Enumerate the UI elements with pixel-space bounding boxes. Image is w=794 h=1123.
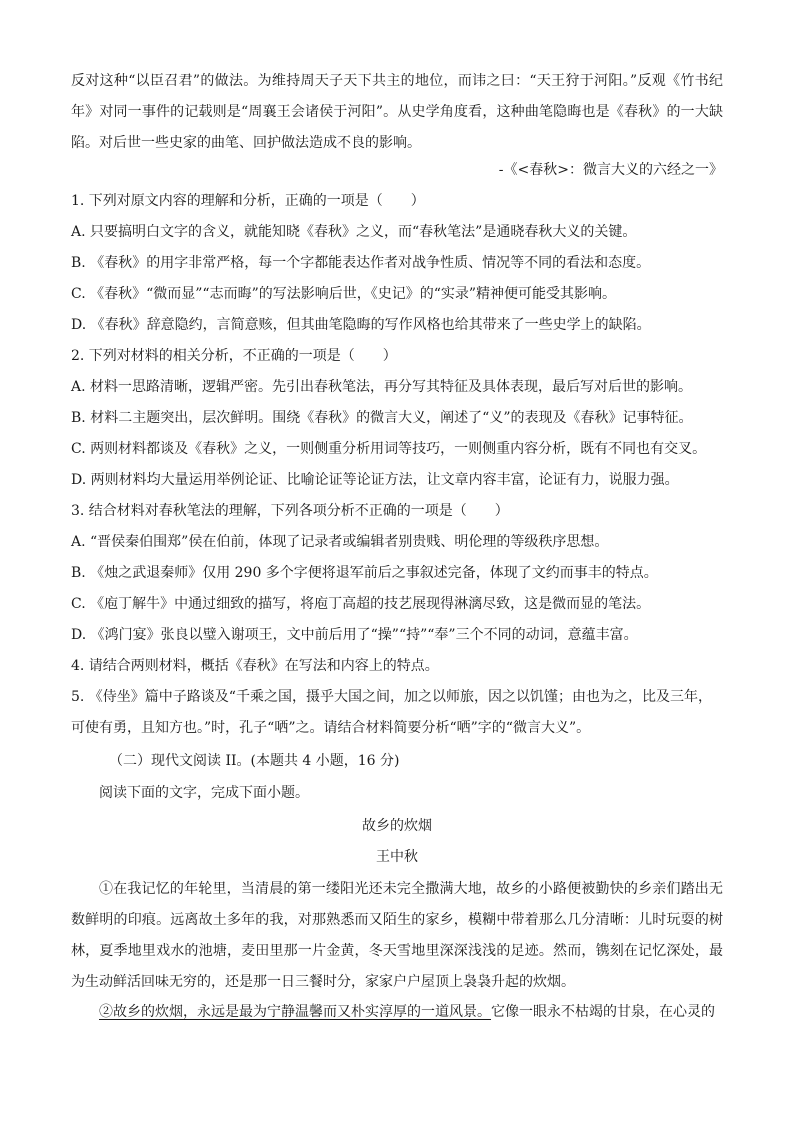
instruction-text: 阅读下面的文字，完成下面小题。 bbox=[99, 785, 309, 801]
question-2-option-d: D. 两则材料均大量运用举例论证、比喻论证等论证方法，让文章内容丰富，论证有力，说服力强。 bbox=[71, 472, 679, 488]
question-3-option-d: D. 《鸿门宴》张良以璧入谢项王，文中前后用了“操”“持”“奉”三个不同的动词，意蕴丰富。 bbox=[71, 627, 638, 643]
question-1-option-d: D. 《春秋》辞意隐约，言简意赅，但其曲笔隐晦的写作风格也给其带来了一些史学上的缺陷。 bbox=[71, 317, 651, 333]
question-3-option-b: B. 《烛之武退秦师》仅用 290 多个字便将退军前后之事叙述完备，体现了文约而事丰的特点。 bbox=[71, 565, 658, 581]
question-5-line-1: 5. 《侍坐》篇中子路谈及“千乘之国，摄乎大国之间，加之以师旅，因之以饥馑；由也为之，比及三年， bbox=[71, 689, 712, 705]
question-3-option-c: C. 《庖丁解牛》中通过细致的描写，将庖丁高超的技艺展现得淋漓尽致，这是微而显的笔法。 bbox=[71, 596, 651, 612]
question-1-option-a: A. 只要搞明白文字的含义，就能知晓《春秋》之义，而“春秋笔法”是通晓春秋大义的关键。 bbox=[71, 224, 637, 240]
section-heading: （二）现代文阅读 II。(本题共 4 小题，16 分) bbox=[109, 753, 400, 769]
question-1-option-b: B. 《春秋》的用字非常严格，每一个字都能表达作者对战争性质、情况等不同的看法和态度。 bbox=[71, 255, 651, 271]
question-2-option-b: B. 材料二主题突出，层次鲜明。围绕《春秋》的微言大义，阐述了“义”的表现及《春秋》记事特征。 bbox=[71, 410, 693, 426]
question-2-stem: 2. 下列对材料的相关分析，不正确的一项是（ ） bbox=[71, 348, 397, 364]
question-2-option-c: C. 两则材料都谈及《春秋》之义，一则侧重分析用词等技巧，一则侧重内容分析，既有不同也有交叉。 bbox=[71, 441, 707, 457]
question-3-stem: 3. 结合材料对春秋笔法的理解，下列各项分析不正确的一项是（ ） bbox=[71, 503, 509, 519]
article-paragraph-2 bbox=[99, 1002, 723, 1022]
question-1-stem: 1. 下列对原文内容的理解和分析，正确的一项是（ ） bbox=[71, 193, 425, 209]
article-author: 王中秋 bbox=[376, 849, 418, 865]
article-title: 故乡的炊烟 bbox=[362, 818, 432, 834]
underlined-sentence: ②故乡的炊烟，永远是最为宁静温馨而又朴实淳厚的一道风景。 bbox=[99, 1004, 491, 1020]
question-2-option-a: A. 材料一思路清晰，逻辑严密。先引出春秋笔法，再分写其特征及具体表现，最后写对后世的影响。 bbox=[71, 379, 693, 395]
top-paragraph: 反对这种“以臣召君”的做法。为维持周天子天下共主的地位，而讳之曰：“天王狩于河阳。”反观《竹书纪年》对同一事件的记载则是“周襄王会诸侯于河阳”。从史学角度看，这种曲笔隐晦也是《春秋》的一大缺陷。对后世一些史家的曲笔、回护做法造成不良的影响。 bbox=[71, 73, 723, 151]
question-5-line-2: 可使有勇，且知方也。”时，孔子“哂”之。请结合材料简要分析“哂”字的“微言大义”。 bbox=[71, 720, 591, 736]
question-3-option-a: A. “晋侯秦伯围郑”侯在伯前，体现了记录者或编辑者别贵贱、明伦理的等级秩序思想。 bbox=[71, 534, 609, 550]
paragraph-2-continuation: 它像一眼永不枯竭的甘泉，在心灵的 bbox=[491, 1004, 715, 1020]
question-1-option-c: C. 《春秋》“微而显”“志而晦”的写法影响后世，《史记》的“实录”精神便可能受其影响。 bbox=[71, 286, 617, 302]
article-paragraph-1: ①在我记忆的年轮里，当清晨的第一缕阳光还未完全撒满大地，故乡的小路便被勤快的乡亲们踏出无数鲜明的印痕。远离故土多年的我，对那熟悉而又陌生的家乡，模糊中带着那么几分清晰：儿时玩耍的树林，夏季地里戏水的池塘，麦田里那一片金黄，冬天雪地里深深浅浅的足迹。然而，镌刻在记忆深处，最为生动鲜活回味无穷的，还是那一日三餐时分，家家户户屋顶上袅袅升起的炊烟。 bbox=[71, 881, 723, 990]
source-citation: -《<春秋>：微言大义的六经之一》 bbox=[498, 162, 723, 178]
question-4-stem: 4. 请结合两则材料，概括《春秋》在写法和内容上的特点。 bbox=[71, 658, 439, 674]
